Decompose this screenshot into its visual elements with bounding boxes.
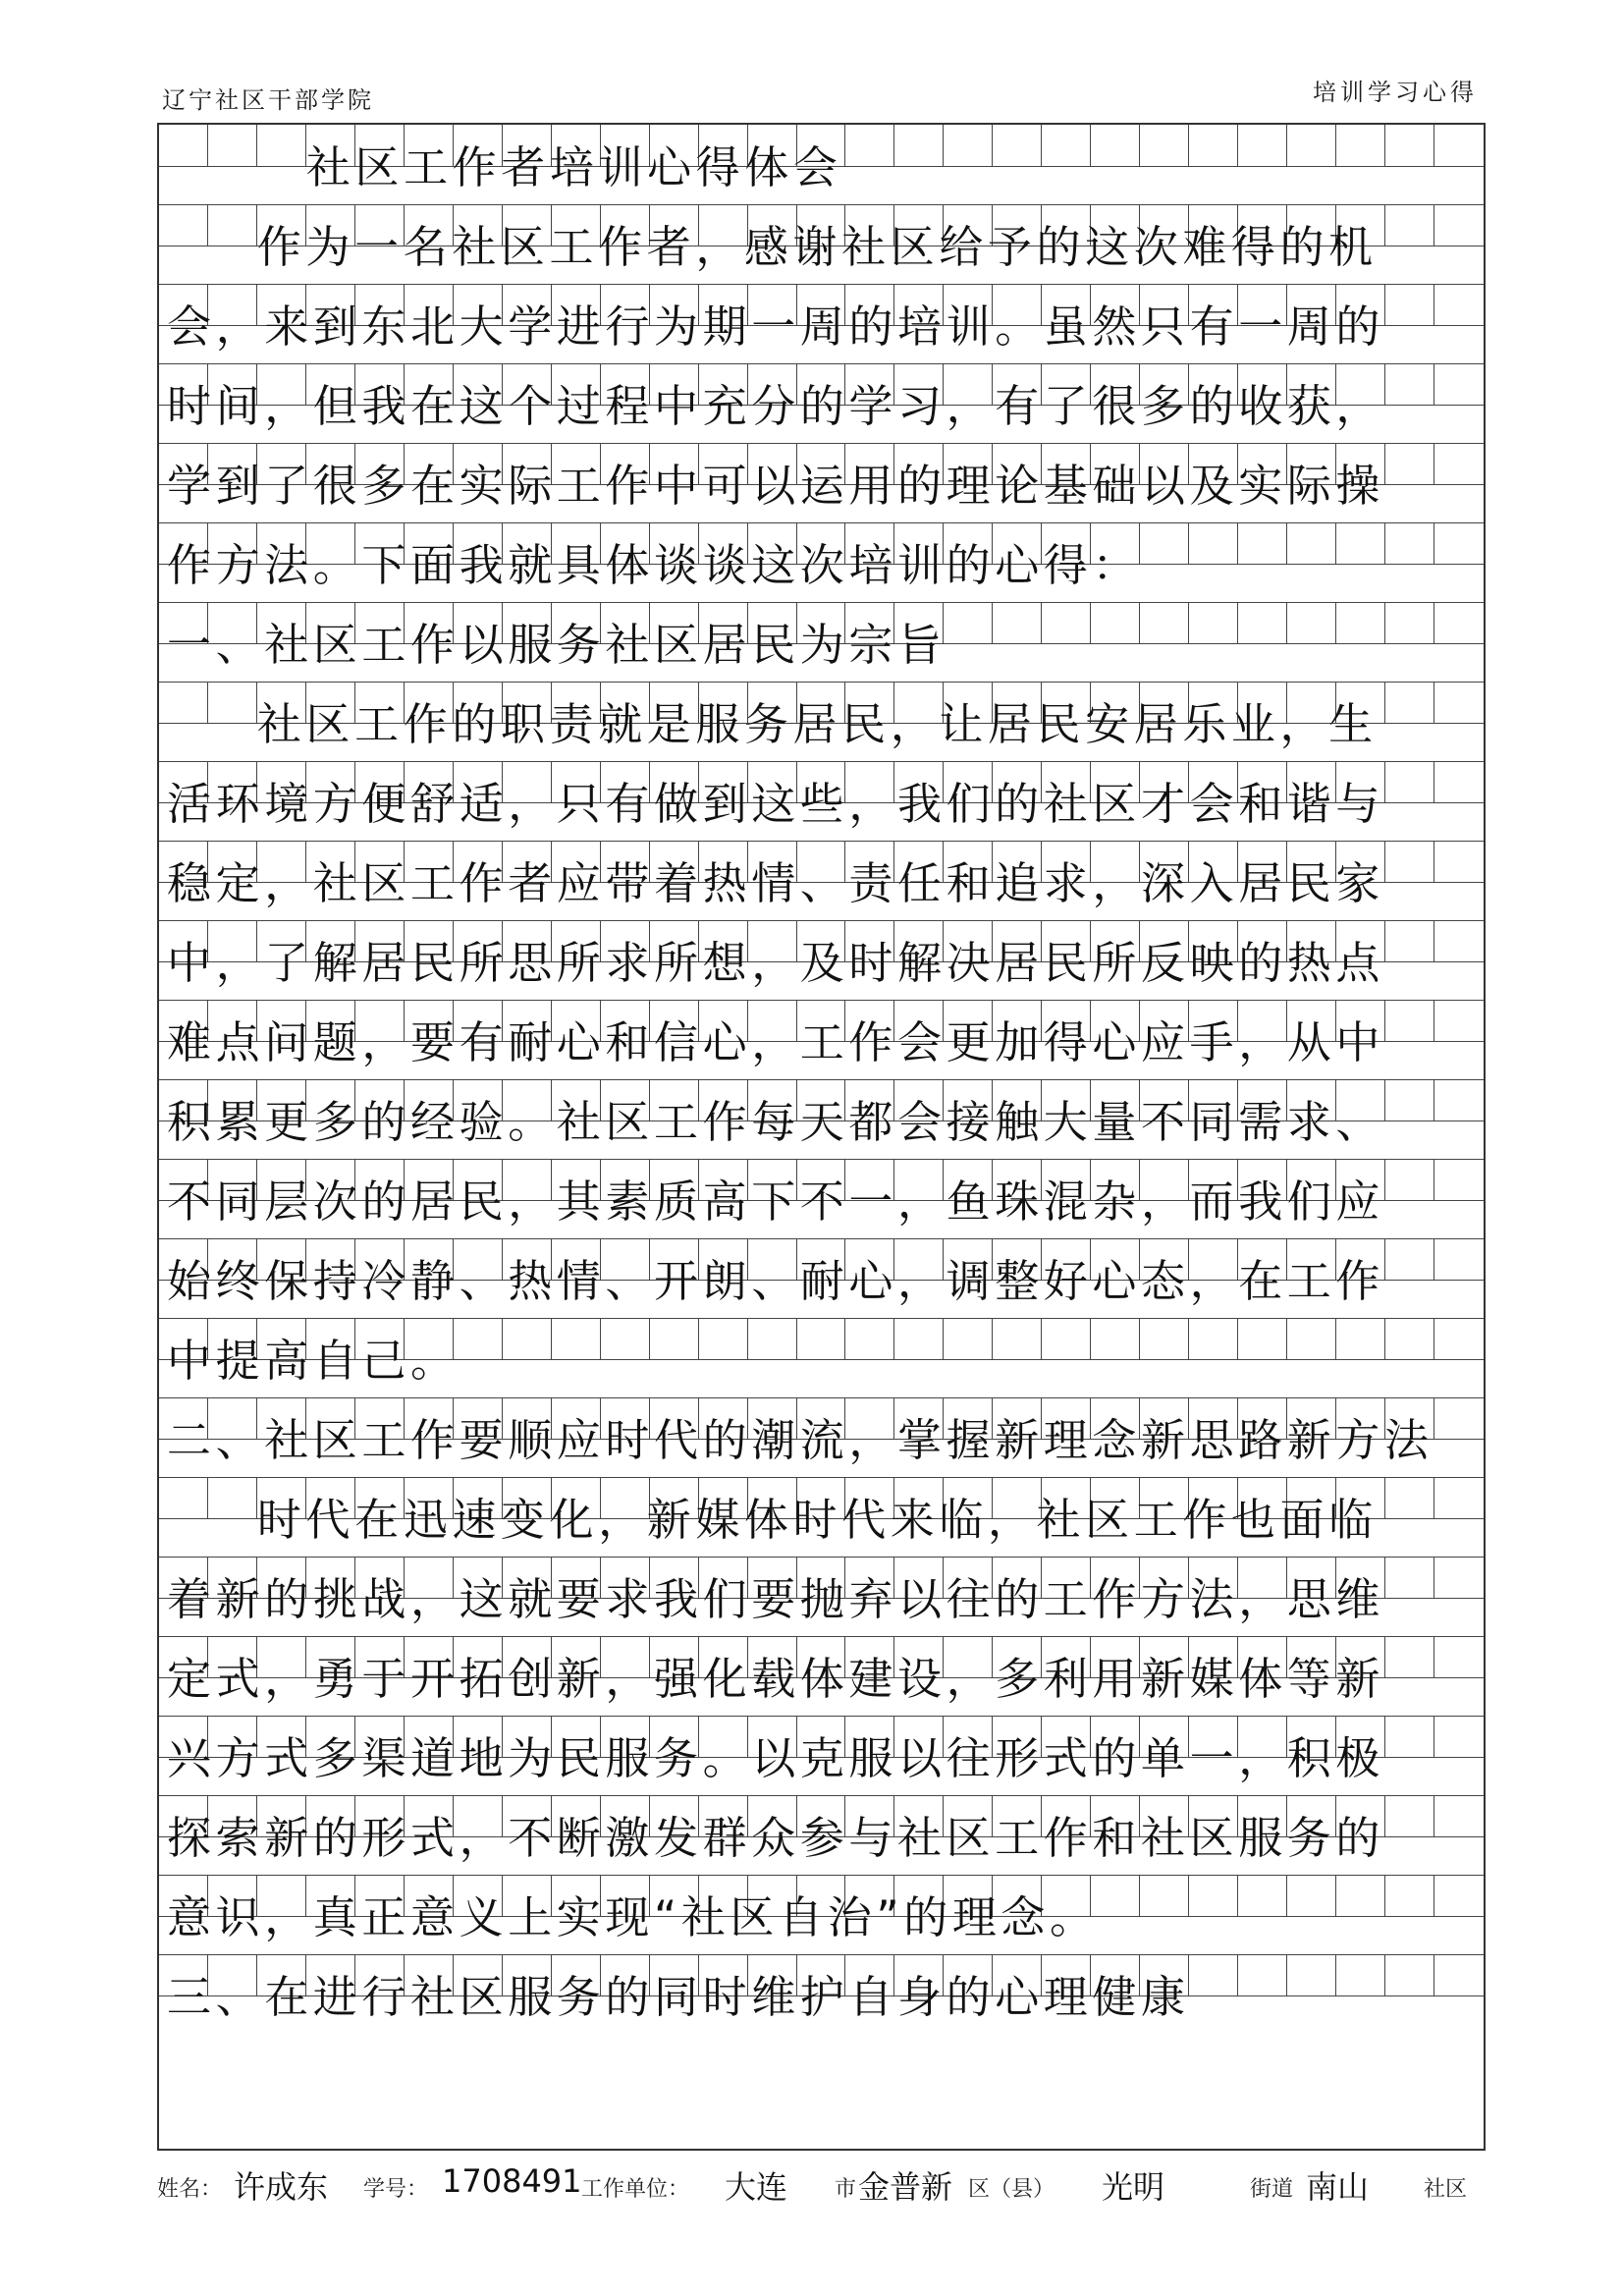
essay-row xyxy=(159,1795,1484,1875)
grid-rule xyxy=(159,1875,1484,1876)
essay-row xyxy=(159,920,1484,1000)
grid-rule xyxy=(159,1238,1484,1239)
name-value: 许成东 xyxy=(234,2168,329,2206)
grid-rule xyxy=(159,204,1484,205)
essay-row xyxy=(159,1238,1484,1318)
essay-row xyxy=(159,1636,1484,1716)
essay-line: 三、在进行社区服务的同时维护自身的心理健康 xyxy=(167,1971,1190,2023)
grid-cell xyxy=(208,204,257,246)
grid-rule xyxy=(159,1318,1484,1319)
name-label: 姓名： xyxy=(157,2177,223,2202)
essay-row xyxy=(159,1079,1484,1159)
document-type: 培训学习心得 xyxy=(1313,79,1478,106)
grid-cell xyxy=(208,125,257,166)
grid-rule xyxy=(159,522,1484,523)
essay-line: 探索新的形式，不断激发群众参与社区工作和社区服务的 xyxy=(167,1812,1385,1864)
essay-line: 始终保持冷静、热情、开朗、耐心，调整好心态，在工作 xyxy=(167,1255,1385,1307)
essay-row xyxy=(159,1159,1484,1238)
essay-row xyxy=(159,602,1484,682)
grid-rule xyxy=(159,1159,1484,1160)
grid-rule xyxy=(159,1636,1484,1637)
essay-row xyxy=(159,1477,1484,1557)
essay-row xyxy=(159,1716,1484,1795)
essay-line: 着新的挑战，这就要求我们要抛弃以往的工作方法，思维 xyxy=(167,1573,1385,1625)
essay-row xyxy=(159,284,1484,363)
district-value: 金普新 xyxy=(858,2168,953,2206)
grid-rule xyxy=(159,1477,1484,1478)
community-value: 南山 xyxy=(1306,2168,1370,2206)
essay-row xyxy=(159,682,1484,761)
essay-row xyxy=(159,125,1484,204)
grid-cell xyxy=(159,125,208,166)
essay-line: 时代在迅速变化，新媒体时代来临，社区工作也面临 xyxy=(256,1494,1378,1546)
community-label: 社区 xyxy=(1424,2177,1468,2202)
essay-line: 时间，但我在这个过程中充分的学习，有了很多的收获， xyxy=(167,380,1385,432)
essay-line: 积累更多的经验。社区工作每天都会接触大量不同需求、 xyxy=(167,1096,1385,1148)
grid-rule xyxy=(159,1397,1484,1398)
essay-line: 兴方式多渠道地为民服务。以克服以往形式的单一，积极 xyxy=(167,1732,1385,1784)
essay-row xyxy=(159,1397,1484,1477)
grid-rule xyxy=(159,1000,1484,1001)
grid-rule xyxy=(159,761,1484,762)
essay-line: 难点问题，要有耐心和信心，工作会更加得心应手，从中 xyxy=(167,1016,1385,1068)
grid-rule xyxy=(159,1795,1484,1796)
district-label: 区（县） xyxy=(968,2177,1055,2202)
essay-line: 作方法。下面我就具体谈谈这次培训的心得： xyxy=(167,539,1142,591)
essay-line: 一、社区工作以服务社区居民为宗旨 xyxy=(167,619,947,671)
city-value: 大连 xyxy=(725,2168,788,2206)
grid-cell xyxy=(159,682,208,723)
essay-line: 稳定，社区工作者应带着热情、责任和追求，深入居民家 xyxy=(167,857,1385,909)
grid-cell xyxy=(159,204,208,246)
grid-cell xyxy=(208,682,257,723)
essay-row xyxy=(159,204,1484,284)
institution-name: 辽宁社区干部学院 xyxy=(162,86,374,114)
street-value: 光明 xyxy=(1102,2168,1165,2206)
essay-line: 作为一名社区工作者，感谢社区给予的这次难得的机 xyxy=(256,221,1378,273)
essay-line: 意识，真正意义上实现“社区自治”的理念。 xyxy=(167,1891,1099,1943)
grid-rule xyxy=(159,363,1484,364)
essay-line: 定式，勇于开拓创新，强化载体建设，多利用新媒体等新 xyxy=(167,1653,1385,1705)
city-label: 市 xyxy=(835,2177,857,2202)
work-unit-label: 工作单位： xyxy=(581,2177,690,2202)
essay-row xyxy=(159,363,1484,443)
grid-rule xyxy=(159,1557,1484,1558)
grid-rule xyxy=(159,682,1484,683)
essay-line: 二、社区工作要顺应时代的潮流，掌握新理念新思路新方法 xyxy=(167,1414,1434,1466)
essay-row xyxy=(159,1318,1484,1397)
essay-row xyxy=(159,1875,1484,1954)
student-id-value: 1708491 xyxy=(442,2162,582,2200)
grid-rule xyxy=(159,1079,1484,1080)
grid-cell xyxy=(257,125,306,166)
essay-title: 社区工作者培训心得体会 xyxy=(305,141,842,193)
grid-rule xyxy=(159,1716,1484,1717)
essay-row xyxy=(159,522,1484,602)
grid-cell xyxy=(208,1477,257,1518)
essay-row xyxy=(159,841,1484,920)
grid-cell xyxy=(159,1477,208,1518)
grid-rule xyxy=(159,602,1484,603)
student-id-label: 学号： xyxy=(363,2177,429,2202)
grid-rule xyxy=(159,1954,1484,1955)
essay-line: 中提高自己。 xyxy=(167,1335,460,1387)
essay-line: 学到了很多在实际工作中可以运用的理论基础以及实际操 xyxy=(167,460,1385,512)
grid-rule xyxy=(159,284,1484,285)
grid-rule xyxy=(159,841,1484,842)
essay-row xyxy=(159,1000,1484,1079)
street-label: 街道 xyxy=(1250,2177,1294,2202)
essay-line: 社区工作的职责就是服务居民，让居民安居乐业，生 xyxy=(256,698,1378,750)
writing-grid xyxy=(157,123,1486,2151)
essay-line: 会，来到东北大学进行为期一周的培训。虽然只有一周的 xyxy=(167,301,1385,353)
essay-line: 活环境方便舒适，只有做到这些，我们的社区才会和谐与 xyxy=(167,778,1385,830)
essay-row xyxy=(159,1954,1484,2034)
essay-row xyxy=(159,1557,1484,1636)
essay-line: 中，了解居民所思所求所想，及时解决居民所反映的热点 xyxy=(167,937,1385,989)
essay-row xyxy=(159,443,1484,522)
grid-rule xyxy=(159,920,1484,921)
grid-rule xyxy=(159,443,1484,444)
essay-row xyxy=(159,761,1484,841)
essay-line: 不同层次的居民，其素质高下不一，鱼珠混杂，而我们应 xyxy=(167,1175,1385,1228)
